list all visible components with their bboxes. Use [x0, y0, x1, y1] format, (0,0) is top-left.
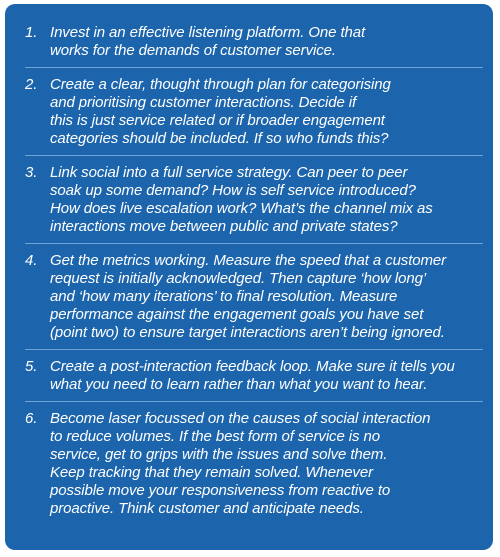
- item-line: what you need to learn rather than what you want to hear.: [50, 376, 428, 393]
- item-line: soak up some demand? How is self service introduced?: [50, 182, 416, 199]
- item-line: service, get to grips with the issues and solve them.: [50, 446, 388, 463]
- item-text: [50, 252, 483, 342]
- recommendation-list: [25, 24, 483, 525]
- item-line: performance against the engagement goals you have set: [50, 306, 424, 323]
- checklist-panel: [5, 4, 493, 550]
- item-number: 2.: [25, 76, 38, 93]
- item-line: works for the demands of customer service.: [50, 42, 336, 59]
- item-line: this is just service related or if broader engagement: [50, 112, 385, 129]
- item-line: Keep tracking that they remain solved. Whenever: [50, 464, 373, 481]
- item-text: [50, 164, 483, 236]
- item-number: 5.: [25, 358, 38, 375]
- item-line: to reduce volumes. If the best form of service is no: [50, 428, 380, 445]
- item-text: [50, 24, 483, 60]
- list-item: [25, 24, 483, 68]
- item-line: (point two) to ensure target interactions aren’t being ignored.: [50, 324, 445, 341]
- list-item: [25, 358, 483, 402]
- item-line: Create a clear, thought through plan for categorising: [50, 76, 391, 93]
- item-number: 1.: [25, 24, 38, 41]
- list-item: [25, 410, 483, 525]
- item-line: and prioritising customer interactions. Decide if: [50, 94, 357, 111]
- item-line: categories should be included. If so who funds this?: [50, 130, 389, 147]
- item-text: [50, 76, 483, 148]
- item-line: Get the metrics working. Measure the speed that a customer: [50, 252, 447, 269]
- item-text: [50, 410, 483, 518]
- item-line: Create a post-interaction feedback loop. Make sure it tells you: [50, 358, 455, 375]
- item-line: request is initially acknowledged. Then capture ‘how long’: [50, 270, 427, 287]
- item-line: possible move your responsiveness from reactive to: [50, 482, 391, 499]
- item-number: 4.: [25, 252, 38, 269]
- item-line: interactions move between public and private states?: [50, 218, 398, 235]
- item-number: 6.: [25, 410, 38, 427]
- list-item: [25, 252, 483, 350]
- item-line: proactive. Think customer and anticipate needs.: [50, 500, 364, 517]
- item-line: and ‘how many iterations’ to final resolution. Measure: [50, 288, 398, 305]
- list-item: [25, 76, 483, 156]
- list-item: [25, 164, 483, 244]
- item-text: [50, 358, 483, 394]
- item-line: Become laser focussed on the causes of social interaction: [50, 410, 431, 427]
- item-number: 3.: [25, 164, 38, 181]
- item-line: Link social into a full service strategy. Can peer to peer: [50, 164, 408, 181]
- item-line: How does live escalation work? What’s the channel mix as: [50, 200, 433, 217]
- item-line: Invest in an effective listening platform. One that: [50, 24, 366, 41]
